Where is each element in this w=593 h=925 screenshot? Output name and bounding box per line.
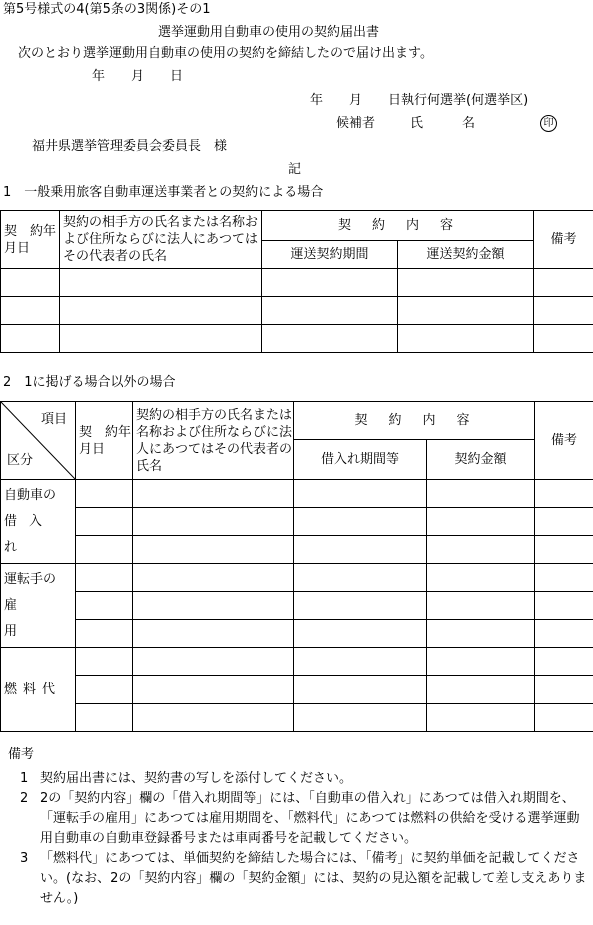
seal-mark: 印 — [540, 115, 557, 132]
s1-col-contract: 契 約 内 容 — [262, 211, 534, 241]
s2-group-driver: 運転手の 雇用 — [1, 564, 76, 648]
section2-heading: 2 1に掲げる場合以外の場合 — [3, 375, 176, 390]
s2-col-contract: 契 約 内 容 — [294, 402, 535, 440]
intro-text: 次のとおり選挙運動用自動車の使用の契約を締結したので届け出ます。 — [18, 46, 433, 61]
table-row — [1, 325, 593, 353]
table-row — [1, 536, 593, 564]
form-reference: 第5号様式の4(第5条の3関係)その1 — [3, 2, 211, 17]
s2-col-period: 借入れ期間等 — [294, 440, 427, 480]
table-row — [1, 648, 593, 676]
table-row — [1, 297, 593, 325]
ki-mark: 記 — [288, 162, 302, 177]
notes-heading: 備考 — [8, 747, 35, 762]
table-row — [1, 480, 593, 508]
document-title: 選挙運動用自動車の使用の契約届出書 — [158, 25, 380, 40]
notes-section — [8, 745, 588, 909]
table-row — [1, 564, 593, 592]
candidate-label: 候補者 — [336, 116, 376, 131]
section2-table — [0, 401, 593, 732]
section1-heading: 1 一般乗用旅客自動車運送事業者との契約による場合 — [3, 185, 324, 200]
submission-date: 年 月 日 — [92, 69, 184, 84]
name-label: 氏 名 — [410, 116, 476, 131]
s2-col-amount: 契約金額 — [427, 440, 535, 480]
s2-col-date: 契 約年月日 — [76, 402, 133, 480]
note-item: 3 「燃料代」にあつては、単価契約を締結した場合には、「備考」に契約単価を記載してください。(なお、2の「契約内容」欄の「契約金額」には、契約の見込額を記載して差し支えありません。) — [20, 851, 587, 906]
note-item: 2 2の「契約内容」欄の「借入れ期間等」には、「自動車の借入れ」にあつては借入れ期間を、「運転手の雇用」にあつては雇用期間を、「燃料代」にあつては燃料の供給を受ける選挙運動用自動車の自動車登録番号または車両番号を記載してください。 — [20, 791, 580, 846]
s2-group-fuel: 燃料代 — [1, 648, 76, 732]
addressee: 福井県選挙管理委員会委員長 様 — [32, 139, 228, 154]
table-row — [1, 676, 593, 704]
s1-col-period: 運送契約期間 — [262, 241, 398, 269]
s1-col-amount: 運送契約金額 — [398, 241, 534, 269]
section1-table — [0, 210, 593, 353]
note-item: 1 契約届出書には、契約書の写しを添付してください。 — [20, 771, 353, 786]
s2-item-label: 項目 — [40, 412, 67, 427]
s2-group-vehicle: 自動車の 借入れ — [1, 480, 76, 564]
s2-header-diagonal — [1, 402, 76, 480]
s2-category-label: 区分 — [7, 453, 34, 468]
table-row — [1, 508, 593, 536]
s1-col-remarks: 備考 — [534, 211, 593, 269]
s2-col-party: 契約の相手方の氏名または名称および住所ならびに法人にあつてはその代表者の氏名 — [133, 402, 294, 480]
table-row — [1, 620, 593, 648]
table-row — [1, 704, 593, 732]
table-row — [1, 269, 593, 297]
s1-col-date: 契 約年月日 — [1, 211, 60, 269]
s1-col-party: 契約の相手方の氏名または名称および住所ならびに法人にあつてはその代表者の氏名 — [60, 211, 262, 269]
s2-col-remarks: 備考 — [535, 402, 593, 480]
table-row — [1, 592, 593, 620]
election-line: 年 月 日執行何選挙(何選挙区) — [310, 93, 529, 108]
